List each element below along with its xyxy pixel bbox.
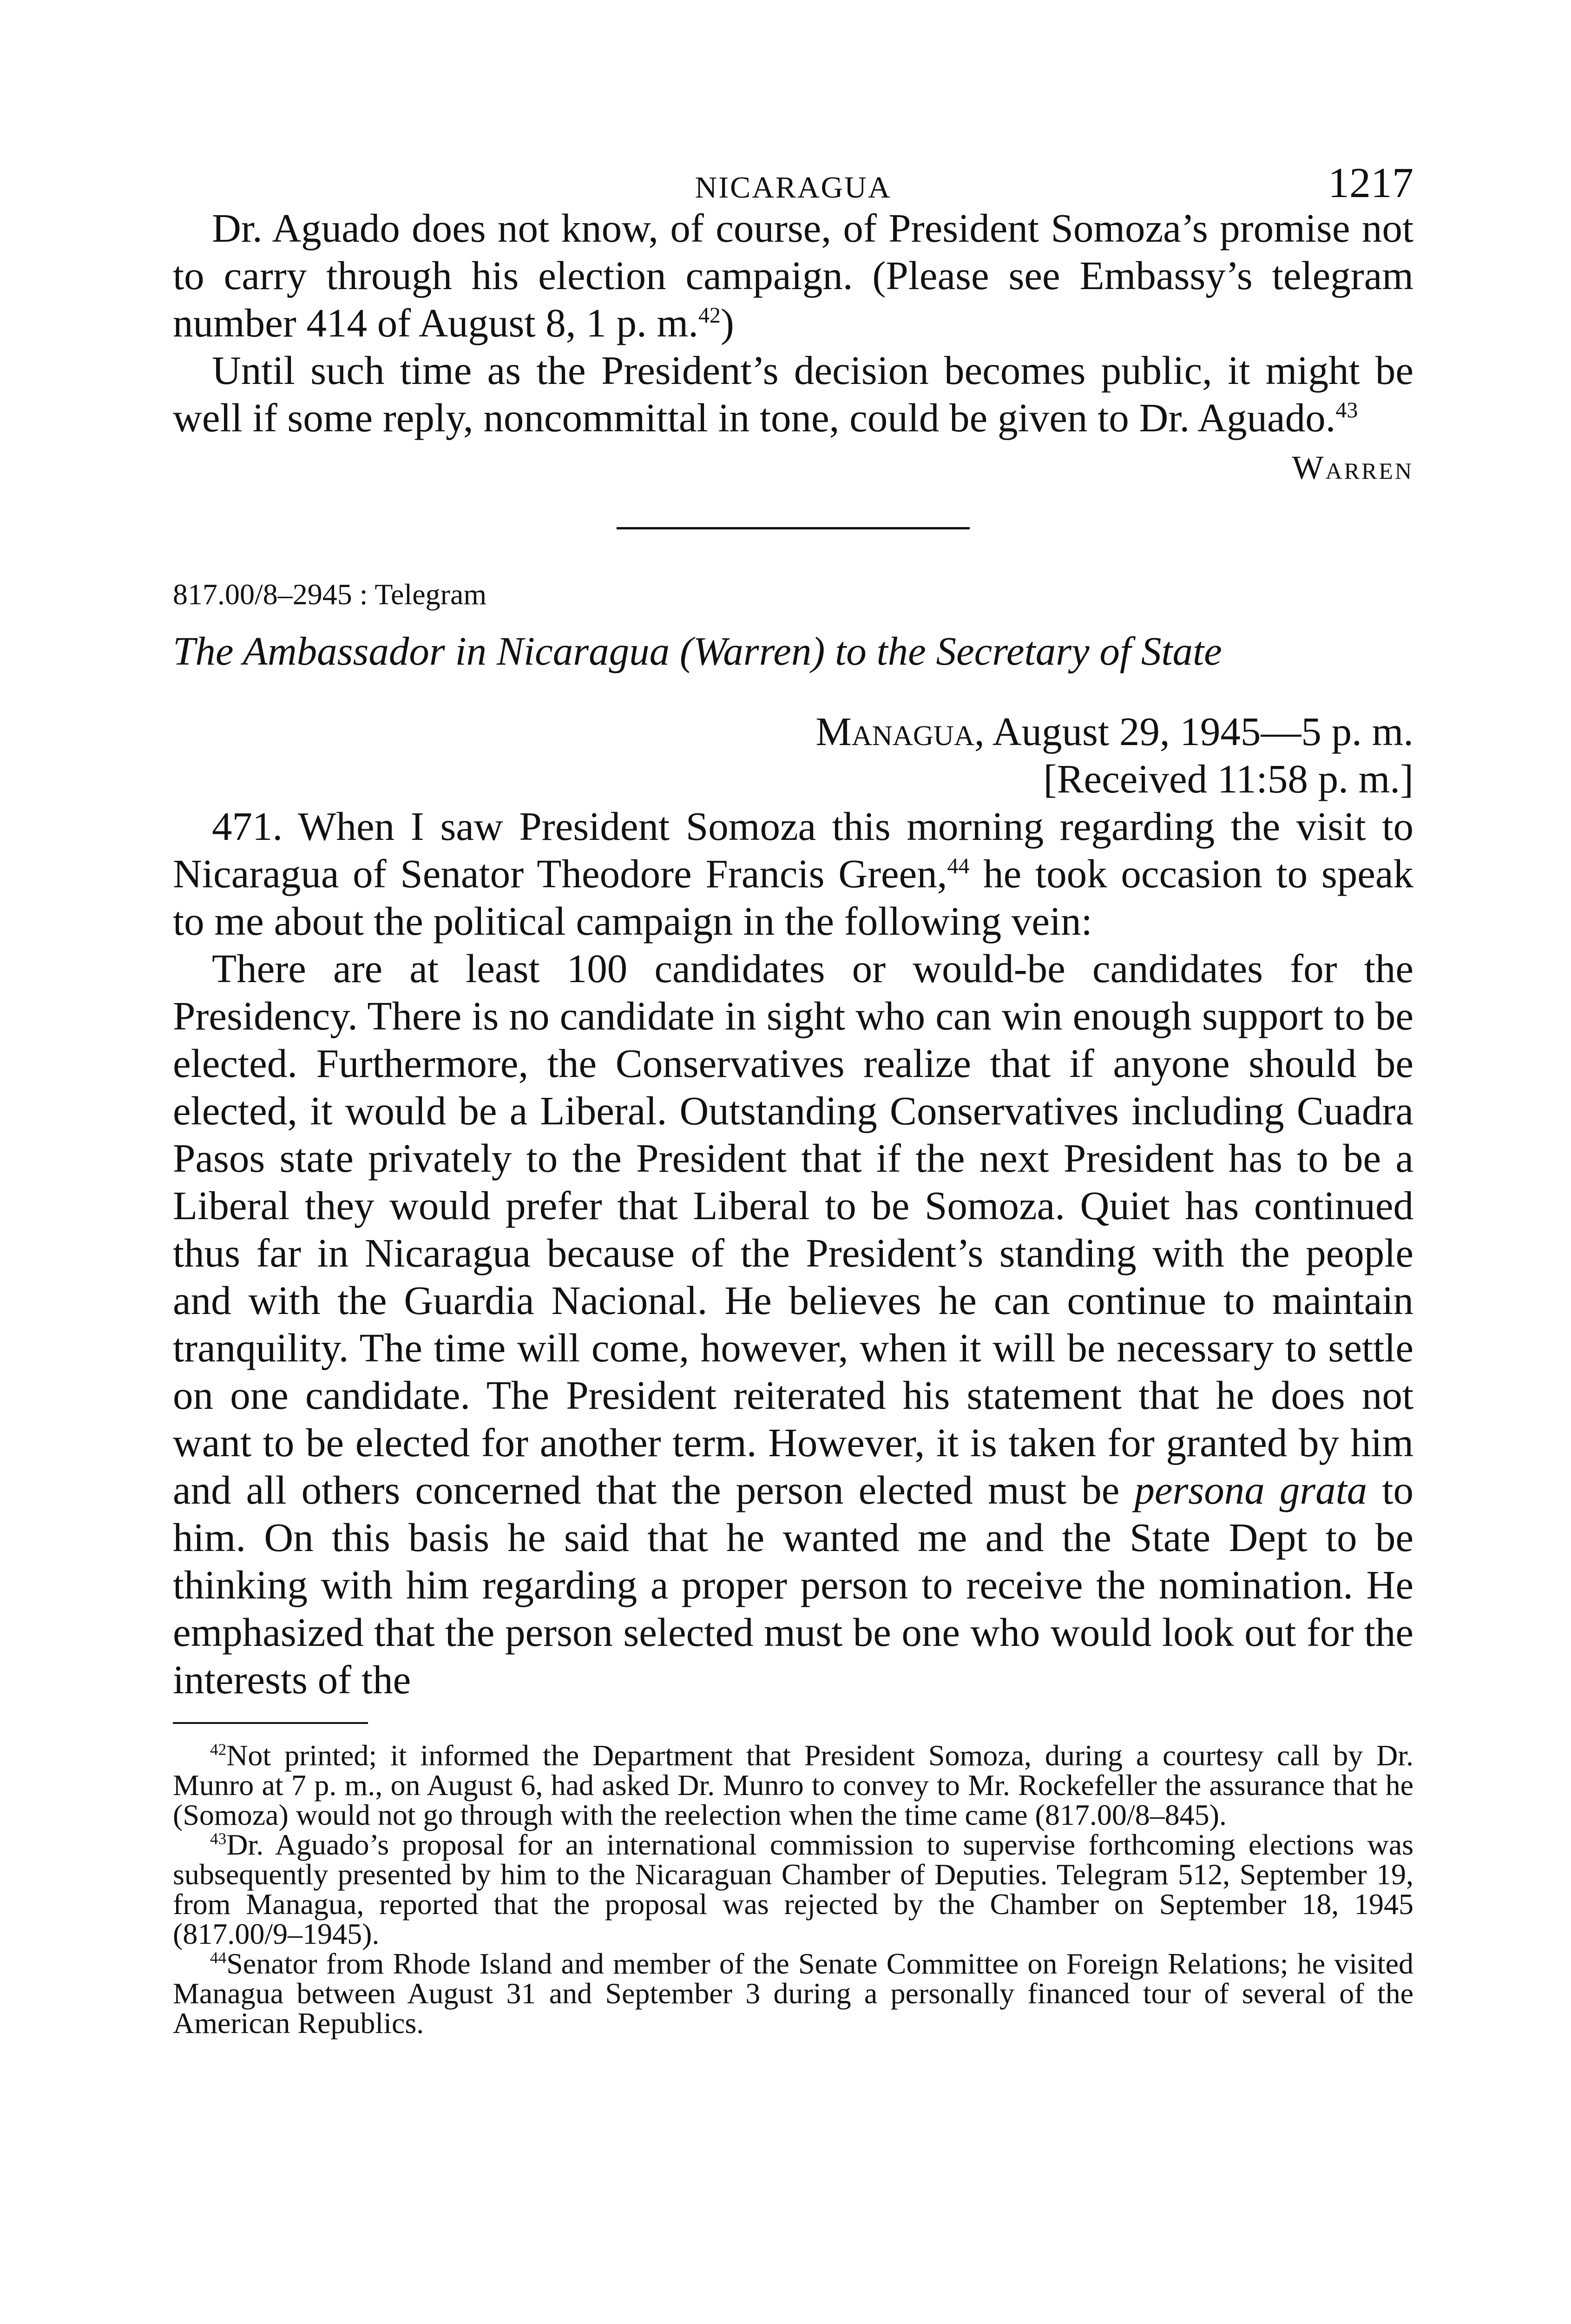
footnotes	[173, 1741, 1413, 2038]
paragraph-text: 471. When I saw President Somoza this morning regarding the visit to Nicaragua of Senator Theodore Francis Green,	[173, 804, 1413, 896]
footnote-divider	[173, 1722, 368, 1724]
file-reference: 817.00/8–2945 : Telegram	[173, 578, 487, 611]
paragraph-text: Dr. Aguado does not know, of course, of President Somoza’s promise not to carry through his election campaign. (Please see Embassy’s telegram number 414 of August 8, 1 p. m.	[173, 205, 1413, 345]
footnote-text: Not printed; it informed the Department that President Somoza, during a courtesy call by Dr. Munro at 7 p. m., on August 6, had asked Dr. Munro to convey to Mr. Rockefeller the assurance that he (Somoza) would not go through with the reelection when the time came (817.00/8–845).	[173, 1739, 1413, 1831]
footnote-number: 42	[210, 1740, 227, 1759]
footnote	[173, 1830, 1413, 1949]
paragraph-text: he took occasion to speak to me about the political campaign in the following vein:	[173, 851, 1413, 944]
footnote-text: Dr. Aguado’s proposal for an international commission to supervise forthcoming elections was subsequently presented by him to the Nicaraguan Chamber of Deputies. Telegram 512, September 19, from Managua, reported that the proposal was rejected by the Chamber on September 18, 1945 (817.00/9–1945).	[173, 1828, 1413, 1950]
paragraph-text: There are at least 100 candidates or would-be candidates for the Presidency. There is no candidate in sight who can win enough support to be elected. Furthermore, the Conservatives realize that if anyone should be elected, it would be a Liberal. Outstanding Conservatives including Cuadra Pasos state privately to the President that if the next President has to be a Liberal they would prefer that Liberal to be Somoza. Quiet has continued thus far in Nicaragua because of the President’s standing with the people and with the Guardia Nacional. He believes he can continue to maintain tranquility. The time will come, however, when it will be necessary to settle on one candidate. The President reiterated his statement that he does not want to be elected for another term. However, it is taken for granted by him and all others concerned that the person elected must be	[173, 946, 1413, 1512]
footnote-ref: 43	[1335, 398, 1358, 423]
running-head	[173, 153, 1413, 205]
first-document-body	[173, 205, 1413, 442]
footnote-ref: 42	[698, 303, 721, 328]
footnote	[173, 1741, 1413, 1830]
footnote	[173, 1949, 1413, 2038]
footnote-ref: 44	[947, 854, 970, 878]
italic-phrase: persona grata	[1134, 1467, 1367, 1512]
paragraph-text: to him. On this basis he said that he wanted me and the State Dept to be thinking with him regarding a proper person to receive the nomination. He emphasized that the person selected must be one who would look out for the interests of the	[173, 1467, 1414, 1702]
paragraph	[173, 803, 1413, 945]
footnote-number: 43	[210, 1829, 227, 1848]
paragraph-text: )	[720, 300, 734, 345]
footnote-number: 44	[210, 1948, 227, 1967]
running-title: NICARAGUA	[695, 171, 892, 205]
dateline	[173, 708, 1413, 755]
second-document-body	[173, 803, 1413, 1703]
dateline-place: Managua	[815, 709, 975, 754]
footnote-text: Senator from Rhode Island and member of the Senate Committee on Foreign Relations; he visited Managua between August 31 and September 3 during a personally financed tour of several of the American Republics.	[173, 1947, 1413, 2040]
paragraph	[173, 347, 1413, 442]
dateline-date: , August 29, 1945—5 p. m.	[974, 709, 1413, 754]
page-number: 1217	[1328, 159, 1413, 206]
paragraph	[173, 205, 1413, 347]
document-page	[173, 153, 1413, 2038]
document-title: The Ambassador in Nicaragua (Warren) to the Secretary of State	[173, 628, 1222, 673]
paragraph	[173, 945, 1413, 1703]
paragraph-text: Until such time as the President’s decision becomes public, it might be well if some reply, noncommittal in tone, could be given to Dr. Aguado.	[173, 348, 1413, 440]
received-line: [Received 11:58 p. m.]	[1043, 756, 1413, 801]
section-divider	[617, 527, 970, 529]
signature: Warren	[1292, 449, 1413, 486]
